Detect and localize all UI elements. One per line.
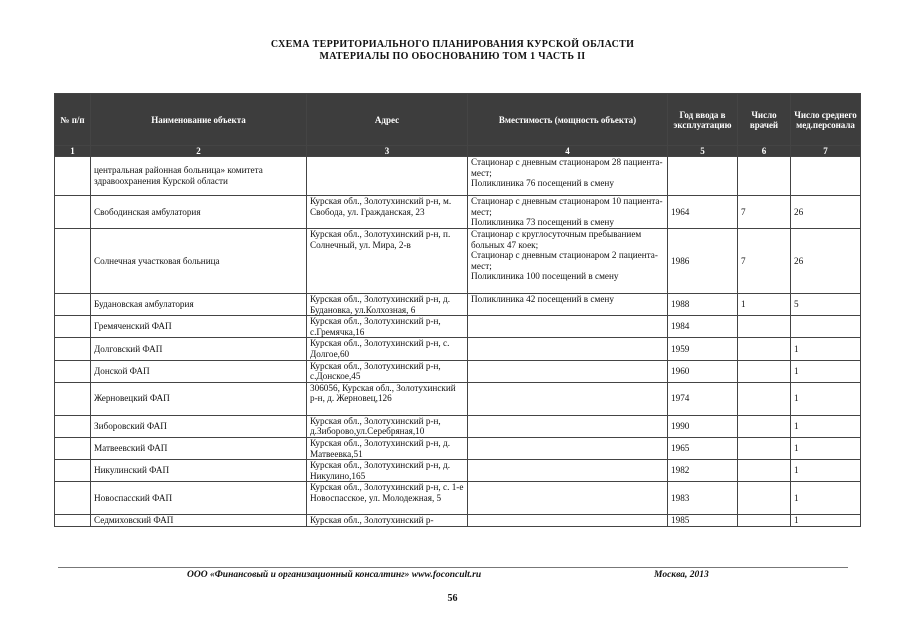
- table-row: [55, 515, 861, 527]
- facility-capacity: [468, 482, 668, 515]
- column-number-row: [55, 146, 861, 157]
- facility-year: 1985: [668, 515, 738, 527]
- row-number: [55, 415, 91, 437]
- facility-year: 1990: [668, 415, 738, 437]
- table-header-row: [55, 94, 861, 146]
- facility-capacity: [468, 415, 668, 437]
- facility-name: Солнечная участковая больница: [91, 229, 307, 294]
- table-row: [55, 460, 861, 482]
- column-number: 5: [668, 146, 738, 157]
- facility-name: Долговский ФАП: [91, 338, 307, 360]
- doctor-count: [738, 382, 791, 415]
- nurse-count: 1: [791, 437, 861, 459]
- column-number: 3: [307, 146, 468, 157]
- row-number: [55, 196, 91, 229]
- doctor-count: [738, 316, 791, 338]
- facility-capacity: [468, 338, 668, 360]
- facility-address: Курская обл., Золотухинский р-: [307, 515, 468, 527]
- facility-capacity: Стационар с дневным стационаром 28 пациента-мест; Поликлиника 76 посещений в смену: [468, 157, 668, 196]
- footer-city-year: Москва, 2013: [654, 570, 709, 580]
- facility-address: Курская обл., Золотухинский р-н, д. Будановка, ул.Колхозная, 6: [307, 294, 468, 316]
- facility-address: [307, 157, 468, 196]
- page-number: 56: [447, 593, 458, 604]
- row-number: [55, 437, 91, 459]
- nurse-count: 5: [791, 294, 861, 316]
- row-number: [55, 360, 91, 382]
- facility-year: 1984: [668, 316, 738, 338]
- facility-capacity: Стационар с круглосуточным пребыванием больных 47 коек; Стационар с дневным стационаром 2 пациента-мест; Поликлиника 100 посещений в смену: [468, 229, 668, 294]
- facility-address: Курская обл., Золотухинский р-н, с. 1-е Новоспасское, ул. Молодежная, 5: [307, 482, 468, 515]
- column-number: 7: [791, 146, 861, 157]
- footer-divider: [58, 567, 848, 568]
- facility-capacity: [468, 460, 668, 482]
- column-header-capacity: Вместимость (мощность объекта): [468, 94, 668, 146]
- nurse-count: 1: [791, 515, 861, 527]
- facility-name: Донской ФАП: [91, 360, 307, 382]
- column-header-staff: Число среднего мед.персонала: [791, 94, 861, 146]
- facility-address: Курская обл., Золотухинский р-н, с.Донское,45: [307, 360, 468, 382]
- doctor-count: [738, 157, 791, 196]
- row-number: [55, 338, 91, 360]
- facility-address: Курская обл., Золотухинский р-н, с. Долгое,60: [307, 338, 468, 360]
- facility-year: 1964: [668, 196, 738, 229]
- table-row: [55, 415, 861, 437]
- column-header-num: № п/п: [55, 94, 91, 146]
- facility-capacity: [468, 515, 668, 527]
- facilities-table: [54, 93, 861, 527]
- column-header-year: Год ввода в эксплуатацию: [668, 94, 738, 146]
- table-row: [55, 437, 861, 459]
- facility-address: Курская обл., Золотухинский р-н, п. Солнечный, ул. Мира, 2-в: [307, 229, 468, 294]
- nurse-count: 1: [791, 338, 861, 360]
- facility-name: Зиборовский ФАП: [91, 415, 307, 437]
- facility-year: 1959: [668, 338, 738, 360]
- facility-capacity: Стационар с дневным стационаром 10 пациента-мест; Поликлиника 73 посещений в смену: [468, 196, 668, 229]
- facility-capacity: [468, 360, 668, 382]
- table-row: [55, 229, 861, 294]
- facility-name: Матвеевский ФАП: [91, 437, 307, 459]
- table-row: [55, 382, 861, 415]
- doctor-count: 1: [738, 294, 791, 316]
- row-number: [55, 294, 91, 316]
- facility-name: Седмиховский ФАП: [91, 515, 307, 527]
- facility-name: Свободинская амбулатория: [91, 196, 307, 229]
- nurse-count: 1: [791, 482, 861, 515]
- doctor-count: [738, 338, 791, 360]
- row-number: [55, 157, 91, 196]
- table-row: [55, 316, 861, 338]
- table-row: [55, 196, 861, 229]
- title-line-2: МАТЕРИАЛЫ ПО ОБОСНОВАНИЮ ТОМ 1 ЧАСТЬ II: [319, 51, 586, 62]
- facility-address: 306056, Курская обл., Золотухинский р-н, д. Жерновец,126: [307, 382, 468, 415]
- facility-name: Жерновецкий ФАП: [91, 382, 307, 415]
- table-row: [55, 157, 861, 196]
- doctor-count: [738, 437, 791, 459]
- doctor-count: 7: [738, 229, 791, 294]
- facility-name: центральная районная больница» комитета здравоохранения Курской области: [91, 157, 307, 196]
- facility-name: Новоспасский ФАП: [91, 482, 307, 515]
- nurse-count: [791, 157, 861, 196]
- facility-capacity: [468, 437, 668, 459]
- facility-year: 1988: [668, 294, 738, 316]
- doctor-count: [738, 482, 791, 515]
- table-body: [55, 157, 861, 527]
- page-title: [0, 39, 905, 63]
- nurse-count: 1: [791, 382, 861, 415]
- facility-address: Курская обл., Золотухинский р-н, д. Никулино,165: [307, 460, 468, 482]
- row-number: [55, 316, 91, 338]
- row-number: [55, 229, 91, 294]
- table-row: [55, 338, 861, 360]
- facility-address: Курская обл., Золотухинский р-н, д. Матвеевка,51: [307, 437, 468, 459]
- title-line-1: СХЕМА ТЕРРИТОРИАЛЬНОГО ПЛАНИРОВАНИЯ КУРСКОЙ ОБЛАСТИ: [270, 39, 635, 50]
- doctor-count: [738, 515, 791, 527]
- facility-year: 1965: [668, 437, 738, 459]
- column-number: 1: [55, 146, 91, 157]
- facility-capacity: [468, 316, 668, 338]
- doctor-count: [738, 415, 791, 437]
- column-number: 4: [468, 146, 668, 157]
- nurse-count: 1: [791, 460, 861, 482]
- facility-name: Будановская амбулатория: [91, 294, 307, 316]
- table-row: [55, 360, 861, 382]
- column-number: 6: [738, 146, 791, 157]
- row-number: [55, 460, 91, 482]
- facility-year: 1986: [668, 229, 738, 294]
- facility-year: 1983: [668, 482, 738, 515]
- facility-year: 1982: [668, 460, 738, 482]
- nurse-count: 1: [791, 360, 861, 382]
- nurse-count: 26: [791, 229, 861, 294]
- doctor-count: [738, 360, 791, 382]
- table-row: [55, 482, 861, 515]
- column-header-doctors: Число врачей: [738, 94, 791, 146]
- column-number: 2: [91, 146, 307, 157]
- nurse-count: 26: [791, 196, 861, 229]
- facility-address: Курская обл., Золотухинский р-н, с.Гремячка,16: [307, 316, 468, 338]
- doctor-count: 7: [738, 196, 791, 229]
- table-row: [55, 294, 861, 316]
- row-number: [55, 482, 91, 515]
- nurse-count: 1: [791, 415, 861, 437]
- column-header-address: Адрес: [307, 94, 468, 146]
- nurse-count: [791, 316, 861, 338]
- row-number: [55, 382, 91, 415]
- facility-name: Никулинский ФАП: [91, 460, 307, 482]
- doctor-count: [738, 460, 791, 482]
- facility-year: 1960: [668, 360, 738, 382]
- facility-name: Гремяченский ФАП: [91, 316, 307, 338]
- facility-address: Курская обл., Золотухинский р-н, д.Зиборово,ул.Серебряная,10: [307, 415, 468, 437]
- facility-capacity: Поликлиника 42 посещений в смену: [468, 294, 668, 316]
- row-number: [55, 515, 91, 527]
- column-header-name: Наименование объекта: [91, 94, 307, 146]
- footer-organization: ООО «Финансовый и организационный консалтинг» www.foconcult.ru: [187, 570, 482, 580]
- facility-capacity: [468, 382, 668, 415]
- facility-year: 1974: [668, 382, 738, 415]
- facility-address: Курская обл., Золотухинский р-н, м. Свобода, ул. Гражданская, 23: [307, 196, 468, 229]
- facility-year: [668, 157, 738, 196]
